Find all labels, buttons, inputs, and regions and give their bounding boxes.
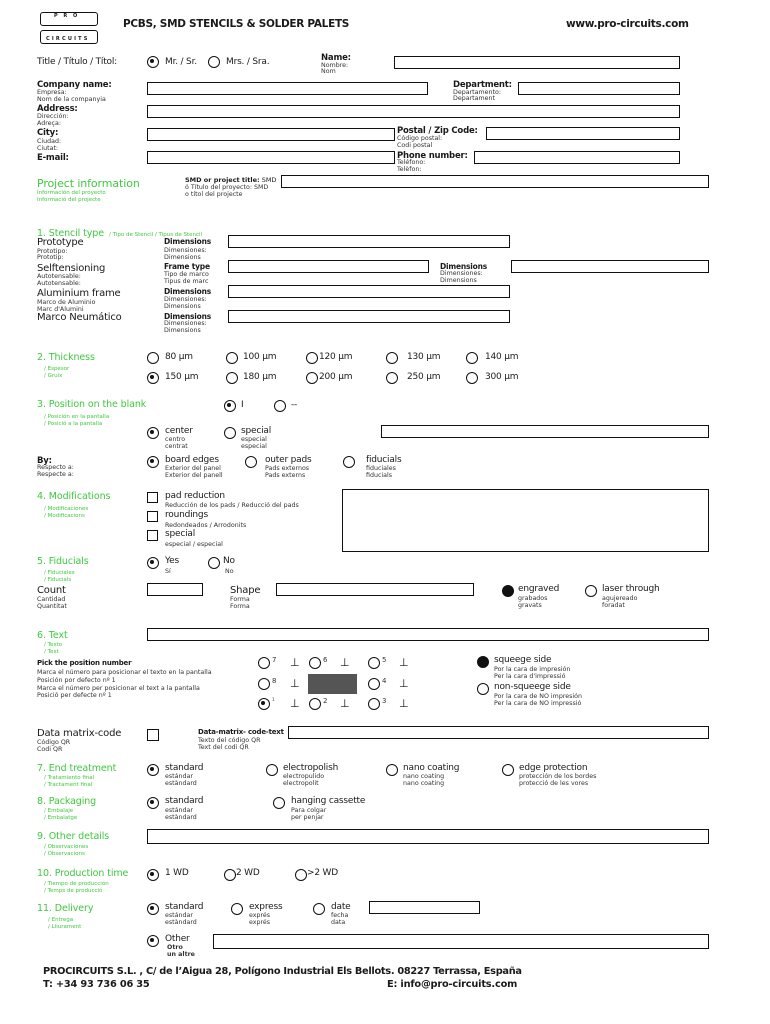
datamatrix-text-sub-1: Texto del código QR [198, 737, 261, 744]
outer-pads-label: outer pads [265, 455, 312, 465]
neumatico-dim-field[interactable] [228, 310, 510, 323]
pick-sub-1: Marca el número para posicionar el texto en la pantalla [37, 669, 212, 676]
modifications-sub-1: / Modificaciones [44, 506, 89, 512]
datamatrix-sub-2: Codi QR [37, 746, 63, 753]
edge-protection-sub-1: protección de los bordes [519, 773, 597, 780]
thickness-250-radio[interactable] [386, 372, 398, 384]
count-label: Count [37, 585, 66, 596]
footer-address: PROCIRCUITS S.L. , C/ de l’Aigua 28, Polígono Industrial Els Bellots. 08227 Terrassa, España [43, 966, 522, 977]
board-edges-sub-1: Exterior del panel [165, 465, 221, 472]
electropolish-sub-1: electropulido [283, 773, 325, 780]
hanging-cassette-label: hanging cassette [291, 796, 366, 806]
delivery-date-field[interactable] [369, 901, 480, 914]
production-more-label: >2 WD [307, 868, 338, 878]
production-2wd-radio[interactable] [224, 869, 236, 881]
title-mr-radio[interactable] [147, 56, 159, 68]
end-standard-sub-1: estándar [165, 773, 193, 780]
board-edges-sub-2: Exterior del panell [165, 472, 223, 479]
delivery-date-radio[interactable] [313, 903, 325, 915]
outer-pads-radio[interactable] [245, 456, 257, 468]
text-pos-6-label: 6 [323, 656, 328, 664]
packaging-standard-sub-2: estàndard [165, 814, 197, 821]
department-field[interactable] [518, 82, 680, 95]
fiducials-pos-sub-2: fiducials [366, 472, 393, 479]
production-time-sub-1: / Tiempo de producción [44, 881, 109, 887]
type-aluminium-sub-1: Marco de Aluminio [37, 299, 96, 306]
production-time-sub-2: / Temps de producció [44, 888, 103, 894]
electropolish-label: electropolish [283, 763, 339, 773]
packaging-heading: 8. Packaging [37, 796, 97, 807]
delivery-date-label: date [331, 902, 351, 912]
board-edges-label: board edges [165, 455, 219, 465]
center-sub-2: centrat [165, 443, 188, 450]
dim-1-label: Dimensions [164, 237, 212, 246]
pick-sub-2: Posición por defecto nº 1 [37, 677, 116, 684]
thickness-200-radio[interactable] [306, 372, 318, 384]
thickness-300-label: 300 µm [485, 372, 519, 382]
thickness-150-label: 150 µm [165, 372, 199, 382]
company-sub-2: Nom de la companyia [37, 96, 106, 103]
type-selftensioning-sub-1: Autotensable: [37, 273, 81, 280]
smd-label [185, 176, 276, 184]
fiducials-no-label: No [223, 556, 235, 566]
dim-3-sub-2: Dimensions [164, 303, 201, 310]
footer-phone: T: +34 93 736 06 35 [43, 979, 150, 990]
delivery-express-label: express [249, 902, 283, 912]
phone-label: Phone number: [397, 151, 468, 161]
phone-sub-1: Teléfono: [397, 159, 426, 166]
type-prototype-sub-2: Prototip: [37, 254, 64, 261]
center-sub-1: centro [165, 436, 186, 443]
shape-label: Shape [230, 585, 261, 596]
delivery-sub-1: / Entrega [48, 917, 74, 923]
department-sub-1: Departamento: [453, 89, 501, 96]
packaging-sub-1: / Embalaje [44, 808, 74, 814]
squeegee-side-sub-2: Per la cara d'impressió [494, 673, 566, 680]
title-label: Title / Título / Títol: [37, 57, 117, 67]
thickness-300-radio[interactable] [466, 372, 478, 384]
type-prototype-sub-1: Prototipo: [37, 248, 68, 255]
smd-sub-1: ó Título del proyecto: SMD [185, 184, 269, 191]
text-pos-3-radio[interactable] [368, 698, 380, 710]
by-sub-1: Respecto a: [37, 464, 74, 471]
outer-pads-sub-1: Pads externos [265, 465, 310, 472]
delivery-other-field[interactable] [213, 934, 709, 949]
packaging-standard-sub-1: estándar [165, 807, 193, 814]
city-sub-1: Ciudad: [37, 138, 62, 145]
datamatrix-label: Data matrix-code [37, 728, 122, 739]
fiducials-yes-label: Yes [165, 556, 179, 566]
squeegee-side-radio[interactable] [477, 656, 489, 668]
electropolish-sub-2: electropolit [283, 780, 319, 787]
stencil-center-area [308, 674, 357, 694]
datamatrix-text-sub-2: Text del codi QR [198, 744, 249, 751]
shape-field[interactable] [276, 583, 474, 596]
dim-4-sub-1: Dimensiones: [164, 320, 207, 327]
frame-sub-1: Tipo de marco [164, 271, 209, 278]
non-squeegee-side-sub-1: Por la cara de NO impresión [494, 693, 583, 700]
fiducials-no-sub: No [225, 568, 234, 575]
thickness-140-radio[interactable] [466, 352, 478, 364]
frame-label: Frame type [164, 262, 210, 271]
end-standard-radio[interactable] [147, 764, 159, 776]
count-field[interactable] [147, 583, 203, 596]
thickness-120-radio[interactable] [306, 352, 318, 364]
text-pos-4-radio[interactable] [368, 678, 380, 690]
nano-coating-sub-1: nano coating [403, 773, 445, 780]
electropolish-radio[interactable] [266, 764, 278, 776]
logo-bottom-text: CIRCUITS [46, 36, 90, 42]
orientation-vertical-radio[interactable] [224, 400, 236, 412]
orientation-horizontal-label: -- [291, 400, 298, 410]
roundings-checkbox[interactable] [147, 511, 158, 522]
end-treatment-sub-1: / Tratamiento final [44, 775, 95, 781]
nano-coating-radio[interactable] [386, 764, 398, 776]
delivery-express-radio[interactable] [231, 903, 243, 915]
company-label: Company name: [37, 80, 112, 90]
fiducials-pos-radio[interactable] [343, 456, 355, 468]
delivery-other-sub-1: Otro [167, 944, 183, 951]
thickness-100-radio[interactable] [226, 352, 238, 364]
modifications-heading: 4. Modifications [37, 491, 111, 502]
pick-position-label: Pick the position number [37, 659, 132, 667]
address-sub-2: Adreça: [37, 120, 61, 127]
text-pos-2-label: 2 [323, 697, 328, 705]
text-pos-8-radio[interactable] [258, 678, 270, 690]
shape-sub-1: Forma [230, 596, 250, 603]
delivery-sub-2: / Lliurament [48, 924, 82, 930]
by-label: By: [37, 456, 52, 466]
engraved-radio[interactable] [502, 585, 514, 597]
type-selftensioning-sub-2: Autotensable: [37, 280, 81, 287]
dim-2-sub-2: Dimensions [440, 277, 477, 284]
prototype-dim-field[interactable] [228, 235, 510, 248]
thickness-180-label: 180 µm [243, 372, 277, 382]
outer-pads-sub-2: Pads externs [265, 472, 306, 479]
special-position-field[interactable] [381, 425, 709, 438]
text-pos-7-radio[interactable] [258, 657, 270, 669]
frame-type-field[interactable] [228, 260, 429, 273]
fiducials-pos-sub-1: fiduciales [366, 465, 396, 472]
pick-sub-4: Posició per defecte nº 1 [37, 692, 112, 699]
end-standard-label: standard [165, 763, 204, 773]
footer-email[interactable]: E: info@pro-circuits.com [387, 979, 518, 990]
nano-coating-label: nano coating [403, 763, 460, 773]
production-more-radio[interactable] [295, 869, 307, 881]
name-sub-2: Nom [321, 68, 336, 75]
end-treatment-sub-2: / Tractament final [44, 782, 93, 788]
thickness-130-radio[interactable] [386, 352, 398, 364]
email-label: E-mail: [37, 153, 69, 163]
squeegee-side-sub-1: Por la cara de impresión [494, 666, 571, 673]
dim-1-sub-1: Dimensiones: [164, 247, 207, 254]
end-treatment-heading: 7. End treatment [37, 763, 117, 774]
type-neumatico: Marco Neumático [37, 312, 122, 323]
project-title-field[interactable] [281, 175, 709, 188]
text-pos-1-label: 1 [272, 697, 275, 702]
datamatrix-sub-1: Código QR [37, 739, 71, 746]
fiducials-heading: 5. Fiducials [37, 556, 89, 567]
thickness-250-label: 250 µm [407, 372, 441, 382]
delivery-date-sub-2: data [331, 919, 346, 926]
thickness-120-label: 120 µm [319, 352, 353, 362]
project-heading: Project information [37, 177, 140, 190]
department-label: Department: [453, 80, 512, 90]
special-mod-sub: especial / especial [165, 541, 223, 548]
position-sub-1: / Posición en la pantalla [44, 414, 110, 420]
text-pos-7-symbol: ⊥ [290, 656, 300, 669]
delivery-express-sub-1: exprés [249, 912, 271, 919]
text-pos-1-symbol: ⊥ [290, 697, 300, 710]
city-label: City: [37, 128, 59, 138]
aluminium-dim-field[interactable] [228, 285, 510, 298]
modifications-textarea[interactable] [342, 489, 709, 552]
datamatrix-text-field[interactable] [288, 726, 709, 739]
text-pos-5-symbol: ⊥ [399, 656, 409, 669]
text-pos-5-label: 5 [382, 656, 387, 664]
special-mod-checkbox[interactable] [147, 530, 158, 541]
stencil-heading-sub: / Tipo de Stencil / Tipus de Stencil [109, 232, 203, 238]
project-sub-2: Informació del projecte [37, 197, 101, 203]
edge-protection-sub-2: protecció de les vores [519, 780, 589, 787]
dim-3-label: Dimensions [164, 287, 212, 296]
city-field[interactable] [147, 128, 395, 141]
address-label: Address: [37, 104, 78, 114]
other-details-sub-2: / Observacions [44, 851, 85, 857]
center-label: center [165, 426, 193, 436]
text-field[interactable] [147, 628, 709, 641]
thickness-200-label: 200 µm [319, 372, 353, 382]
special-pos-sub-2: especial [241, 443, 267, 450]
text-pos-5-radio[interactable] [368, 657, 380, 669]
position-heading: 3. Position on the blank [37, 399, 147, 410]
other-details-field[interactable] [147, 829, 709, 844]
non-squeegee-side-radio[interactable] [477, 683, 489, 695]
phone-sub-2: Telèfon: [397, 166, 422, 173]
packaging-sub-2: / Embalatge [44, 815, 78, 821]
thickness-80-radio[interactable] [147, 352, 159, 364]
text-pos-2-symbol: ⊥ [340, 697, 350, 710]
production-2wd-label: 2 WD [236, 868, 260, 878]
engraved-label: engraved [518, 584, 560, 594]
thickness-sub-1: / Espesor [44, 366, 70, 372]
text-sub-1: / Texto [44, 642, 63, 648]
smd-label-2: SMD [261, 176, 277, 184]
smd-label-bold: SMD or project title: [185, 176, 260, 184]
roundings-label: roundings [165, 510, 208, 520]
postal-sub-2: Codi postal [397, 142, 433, 149]
thickness-140-label: 140 µm [485, 352, 519, 362]
by-sub-2: Respecte a: [37, 471, 74, 478]
text-pos-7-label: 7 [272, 656, 277, 664]
delivery-standard-label: standard [165, 902, 204, 912]
delivery-standard-sub-2: estàndard [165, 919, 197, 926]
text-pos-4-label: 4 [382, 677, 387, 685]
edge-protection-radio[interactable] [502, 764, 514, 776]
text-pos-1-radio[interactable] [258, 698, 270, 710]
postal-label: Postal / Zip Code: [397, 126, 478, 136]
count-sub-2: Quantitat [37, 603, 67, 610]
thickness-sub-2: / Gruix [44, 373, 63, 379]
nano-coating-sub-2: nano coating [403, 780, 445, 787]
other-details-sub-1: / Observaciones [44, 844, 89, 850]
email-field[interactable] [147, 151, 395, 164]
pad-reduction-label: pad reduction [165, 491, 225, 501]
pad-reduction-sub: Reducción de los pads / Reducció del pads [165, 502, 299, 509]
title-mrs-radio[interactable] [208, 56, 220, 68]
phone-field[interactable] [474, 151, 680, 164]
pad-reduction-checkbox[interactable] [147, 492, 158, 503]
delivery-heading: 11. Delivery [37, 903, 94, 914]
hanging-cassette-radio[interactable] [273, 797, 285, 809]
thickness-180-radio[interactable] [226, 372, 238, 384]
logo-top-text: P R O [54, 13, 80, 19]
end-standard-sub-2: estàndard [165, 780, 197, 787]
roundings-sub: Redondeados / Arrodonits [165, 522, 247, 529]
title-mr-label: Mr. / Sr. [165, 57, 197, 67]
production-time-heading: 10. Production time [37, 868, 129, 879]
city-sub-2: Ciutat: [37, 145, 59, 152]
datamatrix-checkbox[interactable] [147, 729, 159, 741]
fiducials-sub-1: / Fiduciales [44, 570, 75, 576]
name-field[interactable] [394, 56, 680, 69]
laser-through-radio[interactable] [585, 585, 597, 597]
fiducials-pos-label: fiducials [366, 455, 402, 465]
packaging-standard-label: standard [165, 796, 204, 806]
department-sub-2: Departament [453, 95, 495, 102]
dim-2-label: Dimensions [440, 262, 488, 271]
orientation-horizontal-radio[interactable] [274, 400, 286, 412]
position-sub-2: / Posició a la pantalla [44, 421, 103, 427]
text-pos-3-symbol: ⊥ [399, 697, 409, 710]
thickness-100-label: 100 µm [243, 352, 277, 362]
text-pos-4-symbol: ⊥ [399, 677, 409, 690]
fiducials-no-radio[interactable] [208, 557, 220, 569]
engraved-sub-1: grabados [518, 595, 548, 602]
dim-4-sub-2: Dimensions [164, 327, 201, 334]
non-squeegee-side-sub-2: Per la cara de NO impressió [494, 700, 582, 707]
delivery-other-radio[interactable] [147, 935, 159, 947]
center-radio[interactable] [147, 427, 159, 439]
laser-through-sub-1: agujereado [602, 595, 638, 602]
delivery-standard-sub-1: estándar [165, 912, 193, 919]
project-sub-1: Información del proyecto [37, 190, 106, 196]
type-aluminium-sub-2: Marc d'Alumini [37, 306, 84, 313]
name-sub-1: Nombre: [321, 62, 349, 69]
title-mrs-label: Mrs. / Sra. [226, 57, 270, 67]
selftension-dim-field[interactable] [511, 260, 709, 273]
delivery-date-sub-1: fecha [331, 912, 349, 919]
type-prototype: Prototype [37, 237, 84, 248]
special-pos-radio[interactable] [224, 427, 236, 439]
delivery-other-label: Other [165, 934, 190, 944]
count-sub-1: Cantidad [37, 596, 66, 603]
fiducials-yes-sub: Sí [165, 568, 171, 575]
company-field[interactable] [147, 82, 428, 95]
hanging-cassette-sub-1: Para colgar [291, 807, 327, 814]
text-pos-2-radio[interactable] [309, 698, 321, 710]
text-sub-2: / Text [44, 649, 59, 655]
postal-sub-1: Código postal: [397, 135, 443, 142]
pick-sub-3: Marca el número per posicionar el text a la pantalla [37, 685, 200, 692]
dim-4-label: Dimensions [164, 312, 212, 321]
shape-sub-2: Forma [230, 603, 250, 610]
text-pos-3-label: 3 [382, 697, 387, 705]
smd-sub-2: o títol del projecte [185, 191, 243, 198]
special-mod-label: special [165, 529, 196, 539]
production-1wd-label: 1 WD [165, 868, 189, 878]
text-pos-8-label: 8 [272, 677, 277, 685]
engraved-sub-2: gravats [518, 602, 542, 609]
thickness-130-label: 130 µm [407, 352, 441, 362]
page-title: PCBS, SMD STENCILS & SOLDER PALETS [123, 18, 350, 30]
packaging-standard-radio[interactable] [147, 797, 159, 809]
board-edges-radio[interactable] [147, 456, 159, 468]
address-sub-1: Dirección: [37, 113, 69, 120]
delivery-standard-radio[interactable] [147, 903, 159, 915]
other-details-heading: 9. Other details [37, 831, 110, 842]
thickness-150-radio[interactable] [147, 372, 159, 384]
production-1wd-radio[interactable] [147, 869, 159, 881]
text-pos-6-radio[interactable] [309, 657, 321, 669]
name-label: Name: [321, 53, 351, 63]
type-selftensioning: Selftensioning [37, 263, 106, 274]
hanging-cassette-sub-2: per penjar [291, 814, 324, 821]
laser-through-label: laser through [602, 584, 660, 594]
type-aluminium: Aluminium frame [37, 288, 121, 299]
fiducials-yes-radio[interactable] [147, 557, 159, 569]
text-pos-6-symbol: ⊥ [340, 656, 350, 669]
dim-1-sub-2: Dimensions [164, 254, 201, 261]
website-link[interactable]: www.pro-circuits.com [566, 18, 689, 30]
text-heading: 6. Text [37, 630, 68, 641]
special-pos-sub-1: especial [241, 436, 267, 443]
stencil-heading-text: 1. Stencil type [37, 228, 104, 239]
company-sub-1: Empresa: [37, 89, 67, 96]
text-pos-8-symbol: ⊥ [290, 677, 300, 690]
thickness-heading: 2. Thickness [37, 352, 95, 363]
address-field[interactable] [147, 105, 680, 118]
edge-protection-label: edge protection [519, 763, 588, 773]
dim-3-sub-1: Dimensiones: [164, 296, 207, 303]
thickness-80-label: 80 µm [165, 352, 193, 362]
postal-field[interactable] [486, 127, 680, 140]
frame-sub-2: Tipus de marc [164, 278, 209, 285]
datamatrix-text-label: Data-matrix- code-text [198, 728, 284, 736]
squeegee-side-label: squeege side [494, 655, 552, 665]
delivery-other-sub-2: un altre [167, 951, 195, 958]
fiducials-sub-2: / Fiducials [44, 577, 72, 583]
orientation-vertical-label: I [241, 400, 244, 410]
laser-through-sub-2: foradat [602, 602, 625, 609]
modifications-sub-2: / Modificacions [44, 513, 85, 519]
non-squeegee-side-label: non-squeege side [494, 682, 571, 692]
delivery-express-sub-2: exprés [249, 919, 271, 926]
special-pos-label: special [241, 426, 272, 436]
dim-2-sub-1: Dimensiones: [440, 270, 483, 277]
